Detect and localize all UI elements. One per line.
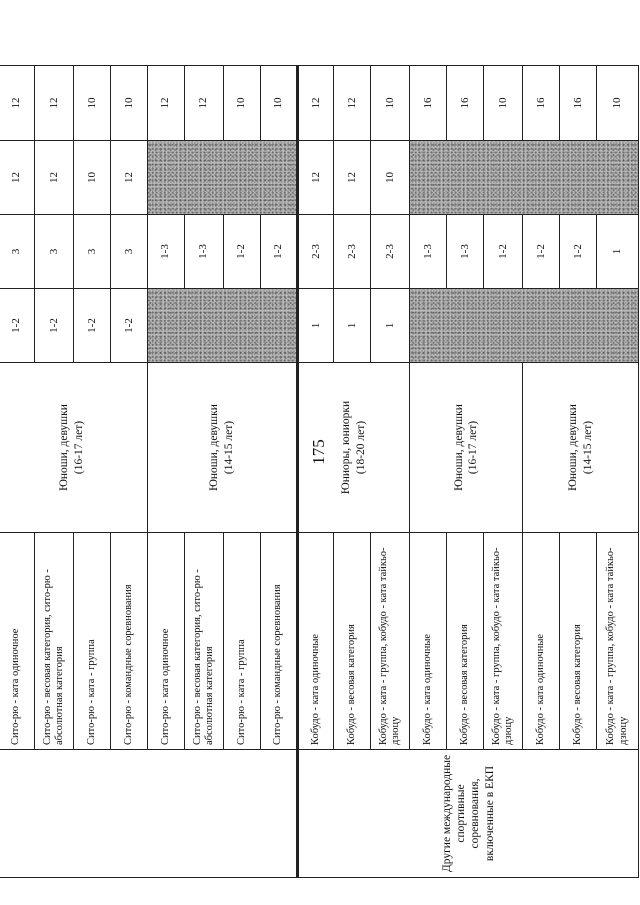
value-cell: 12 [334, 66, 371, 141]
discipline-cell: Кобудо - ката одиночные [410, 533, 447, 750]
rotated-table-container [0, 66, 639, 878]
place-cell: 1-2 [74, 289, 111, 363]
age-group-cell: Юноши, девушки (14-15 лет) [147, 363, 297, 533]
value-cell: 16 [410, 66, 447, 141]
value-cell: 12 [297, 66, 334, 141]
discipline-cell: Кобудо - ката одиночные [297, 533, 334, 750]
value-cell: 12 [184, 66, 223, 141]
participants-cell: 10 [74, 141, 111, 215]
count-cell: 3 [34, 215, 73, 289]
value-cell: 12 [34, 66, 73, 141]
place-cell: 1 [371, 289, 410, 363]
count-cell: 1-2 [560, 215, 597, 289]
value-cell: 10 [110, 66, 147, 141]
count-cell: 3 [0, 215, 34, 289]
count-cell: 3 [74, 215, 111, 289]
value-cell: 10 [484, 66, 523, 141]
value-cell: 10 [74, 66, 111, 141]
count-cell: 2-3 [297, 215, 334, 289]
value-cell: 16 [523, 66, 560, 141]
value-cell: 12 [147, 66, 184, 141]
participants-cell: 12 [110, 141, 147, 215]
shaded-cell [147, 141, 297, 215]
discipline-cell: Сито-рю - ката одиночное [0, 533, 34, 750]
value-cell: 16 [447, 66, 484, 141]
section-label: Другие международные спортивные соревнования, включенные в ЕКП [297, 750, 638, 878]
place-cell: 1-2 [0, 289, 34, 363]
page-number: 175 [309, 439, 328, 465]
place-cell: 1-2 [110, 289, 147, 363]
participants-cell: 12 [34, 141, 73, 215]
age-group-cell: Юноши, девушки (14-15 лет) [523, 363, 639, 533]
value-cell: 12 [0, 66, 34, 141]
participants-cell: 10 [371, 141, 410, 215]
count-cell: 1 [597, 215, 639, 289]
discipline-cell: Сито-рю - ката - группа [223, 533, 260, 750]
place-cell: 1 [334, 289, 371, 363]
discipline-cell: Кобудо - ката - группа, кобудо - ката тайкьо-дзюцу [597, 533, 639, 750]
count-cell: 1-2 [523, 215, 560, 289]
value-cell: 10 [371, 66, 410, 141]
value-cell: 16 [560, 66, 597, 141]
discipline-cell: Сито-рю - ката одиночное [147, 533, 184, 750]
count-cell: 1-3 [184, 215, 223, 289]
count-cell: 1-2 [484, 215, 523, 289]
participants-cell: 12 [334, 141, 371, 215]
place-cell: 1-2 [34, 289, 73, 363]
count-cell: 1-3 [410, 215, 447, 289]
age-group-cell: Юноши, девушки (16-17 лет) [0, 363, 147, 533]
discipline-cell: Сито-рю - весовая категория, сито-рю - абсолютная категория [34, 533, 73, 750]
shaded-cell [410, 289, 639, 363]
competition-table [0, 65, 639, 878]
table-row [297, 66, 334, 878]
discipline-cell: Сито-рю - ката - группа [74, 533, 111, 750]
participants-cell: 12 [297, 141, 334, 215]
value-cell: 10 [223, 66, 260, 141]
count-cell: 2-3 [371, 215, 410, 289]
discipline-cell: Кобудо - ката - группа, кобудо - ката тайкьо-дзюцу [371, 533, 410, 750]
count-cell: 3 [110, 215, 147, 289]
discipline-cell: Сито-рю - весовая категория, сито-рю - абсолютная категория [184, 533, 223, 750]
age-group-cell: Юниоры, юниорки (18-20 лет) [297, 363, 410, 533]
section-cell-empty [0, 750, 297, 878]
count-cell: 1-2 [260, 215, 297, 289]
value-cell: 10 [597, 66, 639, 141]
participants-cell: 12 [0, 141, 34, 215]
shaded-cell [147, 289, 297, 363]
discipline-cell: Кобудо - весовая категория [334, 533, 371, 750]
discipline-cell: Кобудо - весовая категория [447, 533, 484, 750]
discipline-cell: Кобудо - весовая категория [560, 533, 597, 750]
discipline-cell: Кобудо - ката одиночные [523, 533, 560, 750]
age-group-cell: Юноши, девушки (16-17 лет) [410, 363, 523, 533]
count-cell: 1-2 [223, 215, 260, 289]
count-cell: 2-3 [334, 215, 371, 289]
discipline-cell: Сито-рю - командные соревнования [110, 533, 147, 750]
discipline-cell: Кобудо - ката - группа, кобудо - ката тайкьо-дзюцу [484, 533, 523, 750]
discipline-cell: Сито-рю - командные соревнования [260, 533, 297, 750]
value-cell: 10 [260, 66, 297, 141]
place-cell: 1 [297, 289, 334, 363]
count-cell: 1-3 [147, 215, 184, 289]
shaded-cell [410, 141, 639, 215]
table-row [0, 66, 34, 878]
count-cell: 1-3 [447, 215, 484, 289]
